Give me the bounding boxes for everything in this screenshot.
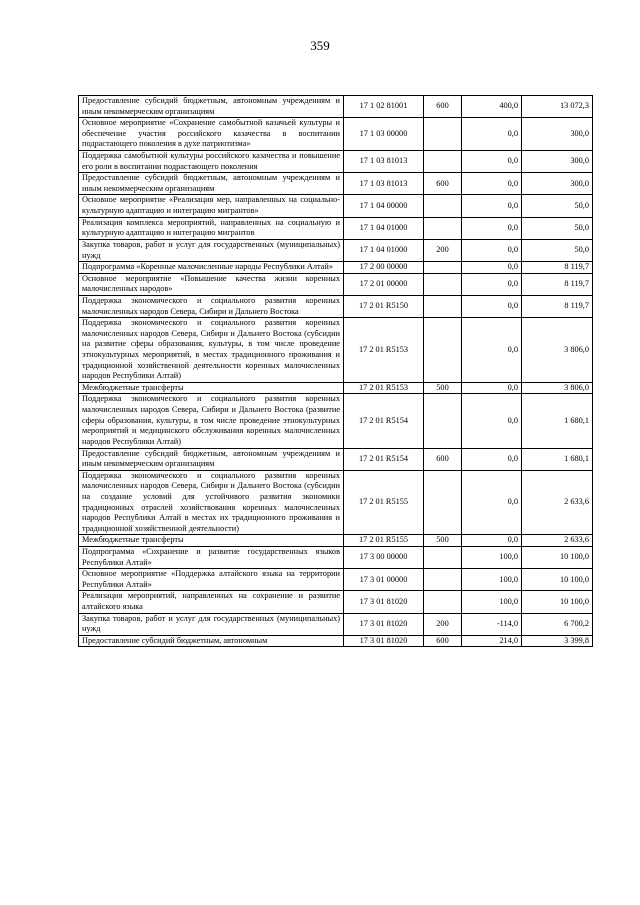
expense-type-cell [424, 591, 462, 613]
change-amount-cell: 0,0 [462, 394, 522, 448]
total-amount-cell: 10 100,0 [522, 591, 593, 613]
table-row [79, 546, 593, 568]
expense-type-cell: 600 [424, 96, 462, 118]
table-row [79, 239, 593, 261]
target-code-cell: 17 1 03 81013 [344, 173, 424, 195]
target-code-cell: 17 1 03 81013 [344, 151, 424, 173]
table-row [79, 118, 593, 151]
total-amount-cell: 3 399,8 [522, 635, 593, 647]
table-row [79, 394, 593, 448]
target-code-cell: 17 3 00 00000 [344, 546, 424, 568]
row-name-cell: Основное мероприятие «Поддержка алтайского языка на территории Республики Алтай» [79, 569, 344, 591]
change-amount-cell: 0,0 [462, 448, 522, 470]
total-amount-cell: 3 806,0 [522, 382, 593, 394]
total-amount-cell: 2 633,6 [522, 535, 593, 547]
total-amount-cell: 300,0 [522, 118, 593, 151]
target-code-cell: 17 3 01 81020 [344, 635, 424, 647]
expense-type-cell: 500 [424, 535, 462, 547]
row-name-cell: Межбюджетные трансферты [79, 535, 344, 547]
table-row [79, 96, 593, 118]
row-name-cell: Поддержка экономического и социального развития коренных малочисленных народов Севера, Сибири и Дальнего Востока (субсидии на развитие сферы образования, культуры, в том числе проведение этнокультурных мероприятий, в местах традиционного проживания и традиционной хозяйственной деятельности коренных малочисленных народов Республики Алтай) [79, 318, 344, 383]
change-amount-cell: 0,0 [462, 295, 522, 317]
change-amount-cell: 100,0 [462, 546, 522, 568]
expense-type-cell [424, 394, 462, 448]
table-row [79, 195, 593, 217]
change-amount-cell: 0,0 [462, 318, 522, 383]
table-row [79, 262, 593, 274]
expense-type-cell [424, 295, 462, 317]
total-amount-cell: 10 100,0 [522, 546, 593, 568]
table-row [79, 448, 593, 470]
total-amount-cell: 13 072,3 [522, 96, 593, 118]
change-amount-cell: 0,0 [462, 151, 522, 173]
total-amount-cell: 8 119,7 [522, 273, 593, 295]
target-code-cell: 17 1 02 81001 [344, 96, 424, 118]
table-row [79, 295, 593, 317]
expense-type-cell: 600 [424, 448, 462, 470]
expense-type-cell [424, 262, 462, 274]
total-amount-cell: 8 119,7 [522, 262, 593, 274]
row-name-cell: Предоставление субсидий бюджетным, автономным учреждениям и иным некоммерческим организациям [79, 448, 344, 470]
target-code-cell: 17 3 01 81020 [344, 591, 424, 613]
change-amount-cell: 0,0 [462, 239, 522, 261]
change-amount-cell: 0,0 [462, 173, 522, 195]
target-code-cell: 17 2 01 R5154 [344, 394, 424, 448]
target-code-cell: 17 2 01 00000 [344, 273, 424, 295]
target-code-cell: 17 3 01 00000 [344, 569, 424, 591]
total-amount-cell: 6 700,2 [522, 613, 593, 635]
table-row [79, 535, 593, 547]
change-amount-cell: 0,0 [462, 470, 522, 535]
expense-type-cell [424, 217, 462, 239]
table-row [79, 318, 593, 383]
expense-type-cell [424, 546, 462, 568]
change-amount-cell: 0,0 [462, 118, 522, 151]
change-amount-cell: 100,0 [462, 569, 522, 591]
expense-type-cell [424, 118, 462, 151]
expense-type-cell [424, 569, 462, 591]
row-name-cell: Закупка товаров, работ и услуг для государственных (муниципальных) нужд [79, 613, 344, 635]
row-name-cell: Предоставление субсидий бюджетным, автономным [79, 635, 344, 647]
table-row [79, 470, 593, 535]
row-name-cell: Поддержка самобытной культуры российского казачества и повышение его роли в воспитании подрастающего поколения [79, 151, 344, 173]
row-name-cell: Поддержка экономического и социального развития коренных малочисленных народов Севера, Сибири и Дальнего Востока (развитие сферы образования, культуры, в том числе проведение этнокультурных мероприятий и медицинского обслуживания коренных малочисленных народов Республики Алтай) [79, 394, 344, 448]
row-name-cell: Поддержка экономического и социального развития коренных малочисленных народов Севера, Сибири и Дальнего Востока [79, 295, 344, 317]
row-name-cell: Поддержка экономического и социального развития коренных малочисленных народов Севера, Сибири и Дальнего Востока (субсидии на создание условий для устойчивого развития экономики традиционных отраслей хозяйствования коренных малочисленных народов Республики Алтай в местах их традиционного проживания и традиционной хозяйственной деятельности) [79, 470, 344, 535]
total-amount-cell: 50,0 [522, 239, 593, 261]
expense-type-cell [424, 318, 462, 383]
change-amount-cell: 0,0 [462, 195, 522, 217]
row-name-cell: Закупка товаров, работ и услуг для государственных (муниципальных) нужд [79, 239, 344, 261]
change-amount-cell: 0,0 [462, 535, 522, 547]
row-name-cell: Реализация комплекса мероприятий, направленных на социальную и культурную адаптацию и интеграцию мигрантов [79, 217, 344, 239]
row-name-cell: Основное мероприятие «Сохранение самобытной казачьей культуры и обеспечение участия российского казачества в воспитании подрастающего поколения в духе патриотизма» [79, 118, 344, 151]
change-amount-cell: 0,0 [462, 273, 522, 295]
row-name-cell: Основное мероприятие «Повышение качества жизни коренных малочисленных народов» [79, 273, 344, 295]
expense-type-cell [424, 273, 462, 295]
change-amount-cell: -114,0 [462, 613, 522, 635]
expense-type-cell: 500 [424, 382, 462, 394]
target-code-cell: 17 3 01 81020 [344, 613, 424, 635]
row-name-cell: Подпрограмма «Сохранение и развитие государственных языков Республики Алтай» [79, 546, 344, 568]
table-row [79, 173, 593, 195]
change-amount-cell: 0,0 [462, 262, 522, 274]
page-number: 359 [310, 38, 330, 53]
change-amount-cell: 214,0 [462, 635, 522, 647]
change-amount-cell: 400,0 [462, 96, 522, 118]
target-code-cell: 17 1 03 00000 [344, 118, 424, 151]
target-code-cell: 17 2 01 R5150 [344, 295, 424, 317]
table-row [79, 382, 593, 394]
table-row [79, 591, 593, 613]
row-name-cell: Подпрограмма «Коренные малочисленные народы Республики Алтай» [79, 262, 344, 274]
table-row [79, 273, 593, 295]
expense-type-cell: 600 [424, 173, 462, 195]
total-amount-cell: 50,0 [522, 195, 593, 217]
total-amount-cell: 10 100,0 [522, 569, 593, 591]
total-amount-cell: 3 806,0 [522, 318, 593, 383]
total-amount-cell: 50,0 [522, 217, 593, 239]
target-code-cell: 17 2 01 R5154 [344, 448, 424, 470]
change-amount-cell: 0,0 [462, 382, 522, 394]
table-row [79, 635, 593, 647]
table-row [79, 613, 593, 635]
expense-type-cell: 600 [424, 635, 462, 647]
change-amount-cell: 0,0 [462, 217, 522, 239]
row-name-cell: Реализация мероприятий, направленных на сохранение и развитие алтайского языка [79, 591, 344, 613]
expense-type-cell [424, 470, 462, 535]
expense-type-cell [424, 151, 462, 173]
table-row [79, 151, 593, 173]
row-name-cell: Предоставление субсидий бюджетным, автономным учреждениям и иным некоммерческим организациям [79, 96, 344, 118]
total-amount-cell: 1 680,1 [522, 448, 593, 470]
row-name-cell: Основное мероприятие «Реализация мер, направленных на социально-культурную адаптацию и интеграцию мигрантов» [79, 195, 344, 217]
target-code-cell: 17 1 04 01000 [344, 217, 424, 239]
row-name-cell: Межбюджетные трансферты [79, 382, 344, 394]
target-code-cell: 17 2 01 R5155 [344, 535, 424, 547]
target-code-cell: 17 2 00 00000 [344, 262, 424, 274]
target-code-cell: 17 1 04 00000 [344, 195, 424, 217]
target-code-cell: 17 2 01 R5153 [344, 318, 424, 383]
table-row [79, 217, 593, 239]
total-amount-cell: 8 119,7 [522, 295, 593, 317]
target-code-cell: 17 1 04 01000 [344, 239, 424, 261]
total-amount-cell: 300,0 [522, 173, 593, 195]
target-code-cell: 17 2 01 R5153 [344, 382, 424, 394]
total-amount-cell: 300,0 [522, 151, 593, 173]
budget-table [78, 95, 593, 647]
total-amount-cell: 1 680,1 [522, 394, 593, 448]
target-code-cell: 17 2 01 R5155 [344, 470, 424, 535]
total-amount-cell: 2 633,6 [522, 470, 593, 535]
expense-type-cell: 200 [424, 613, 462, 635]
expense-type-cell [424, 195, 462, 217]
table-row [79, 569, 593, 591]
change-amount-cell: 100,0 [462, 591, 522, 613]
row-name-cell: Предоставление субсидий бюджетным, автономным учреждениям и иным некоммерческим организациям [79, 173, 344, 195]
expense-type-cell: 200 [424, 239, 462, 261]
